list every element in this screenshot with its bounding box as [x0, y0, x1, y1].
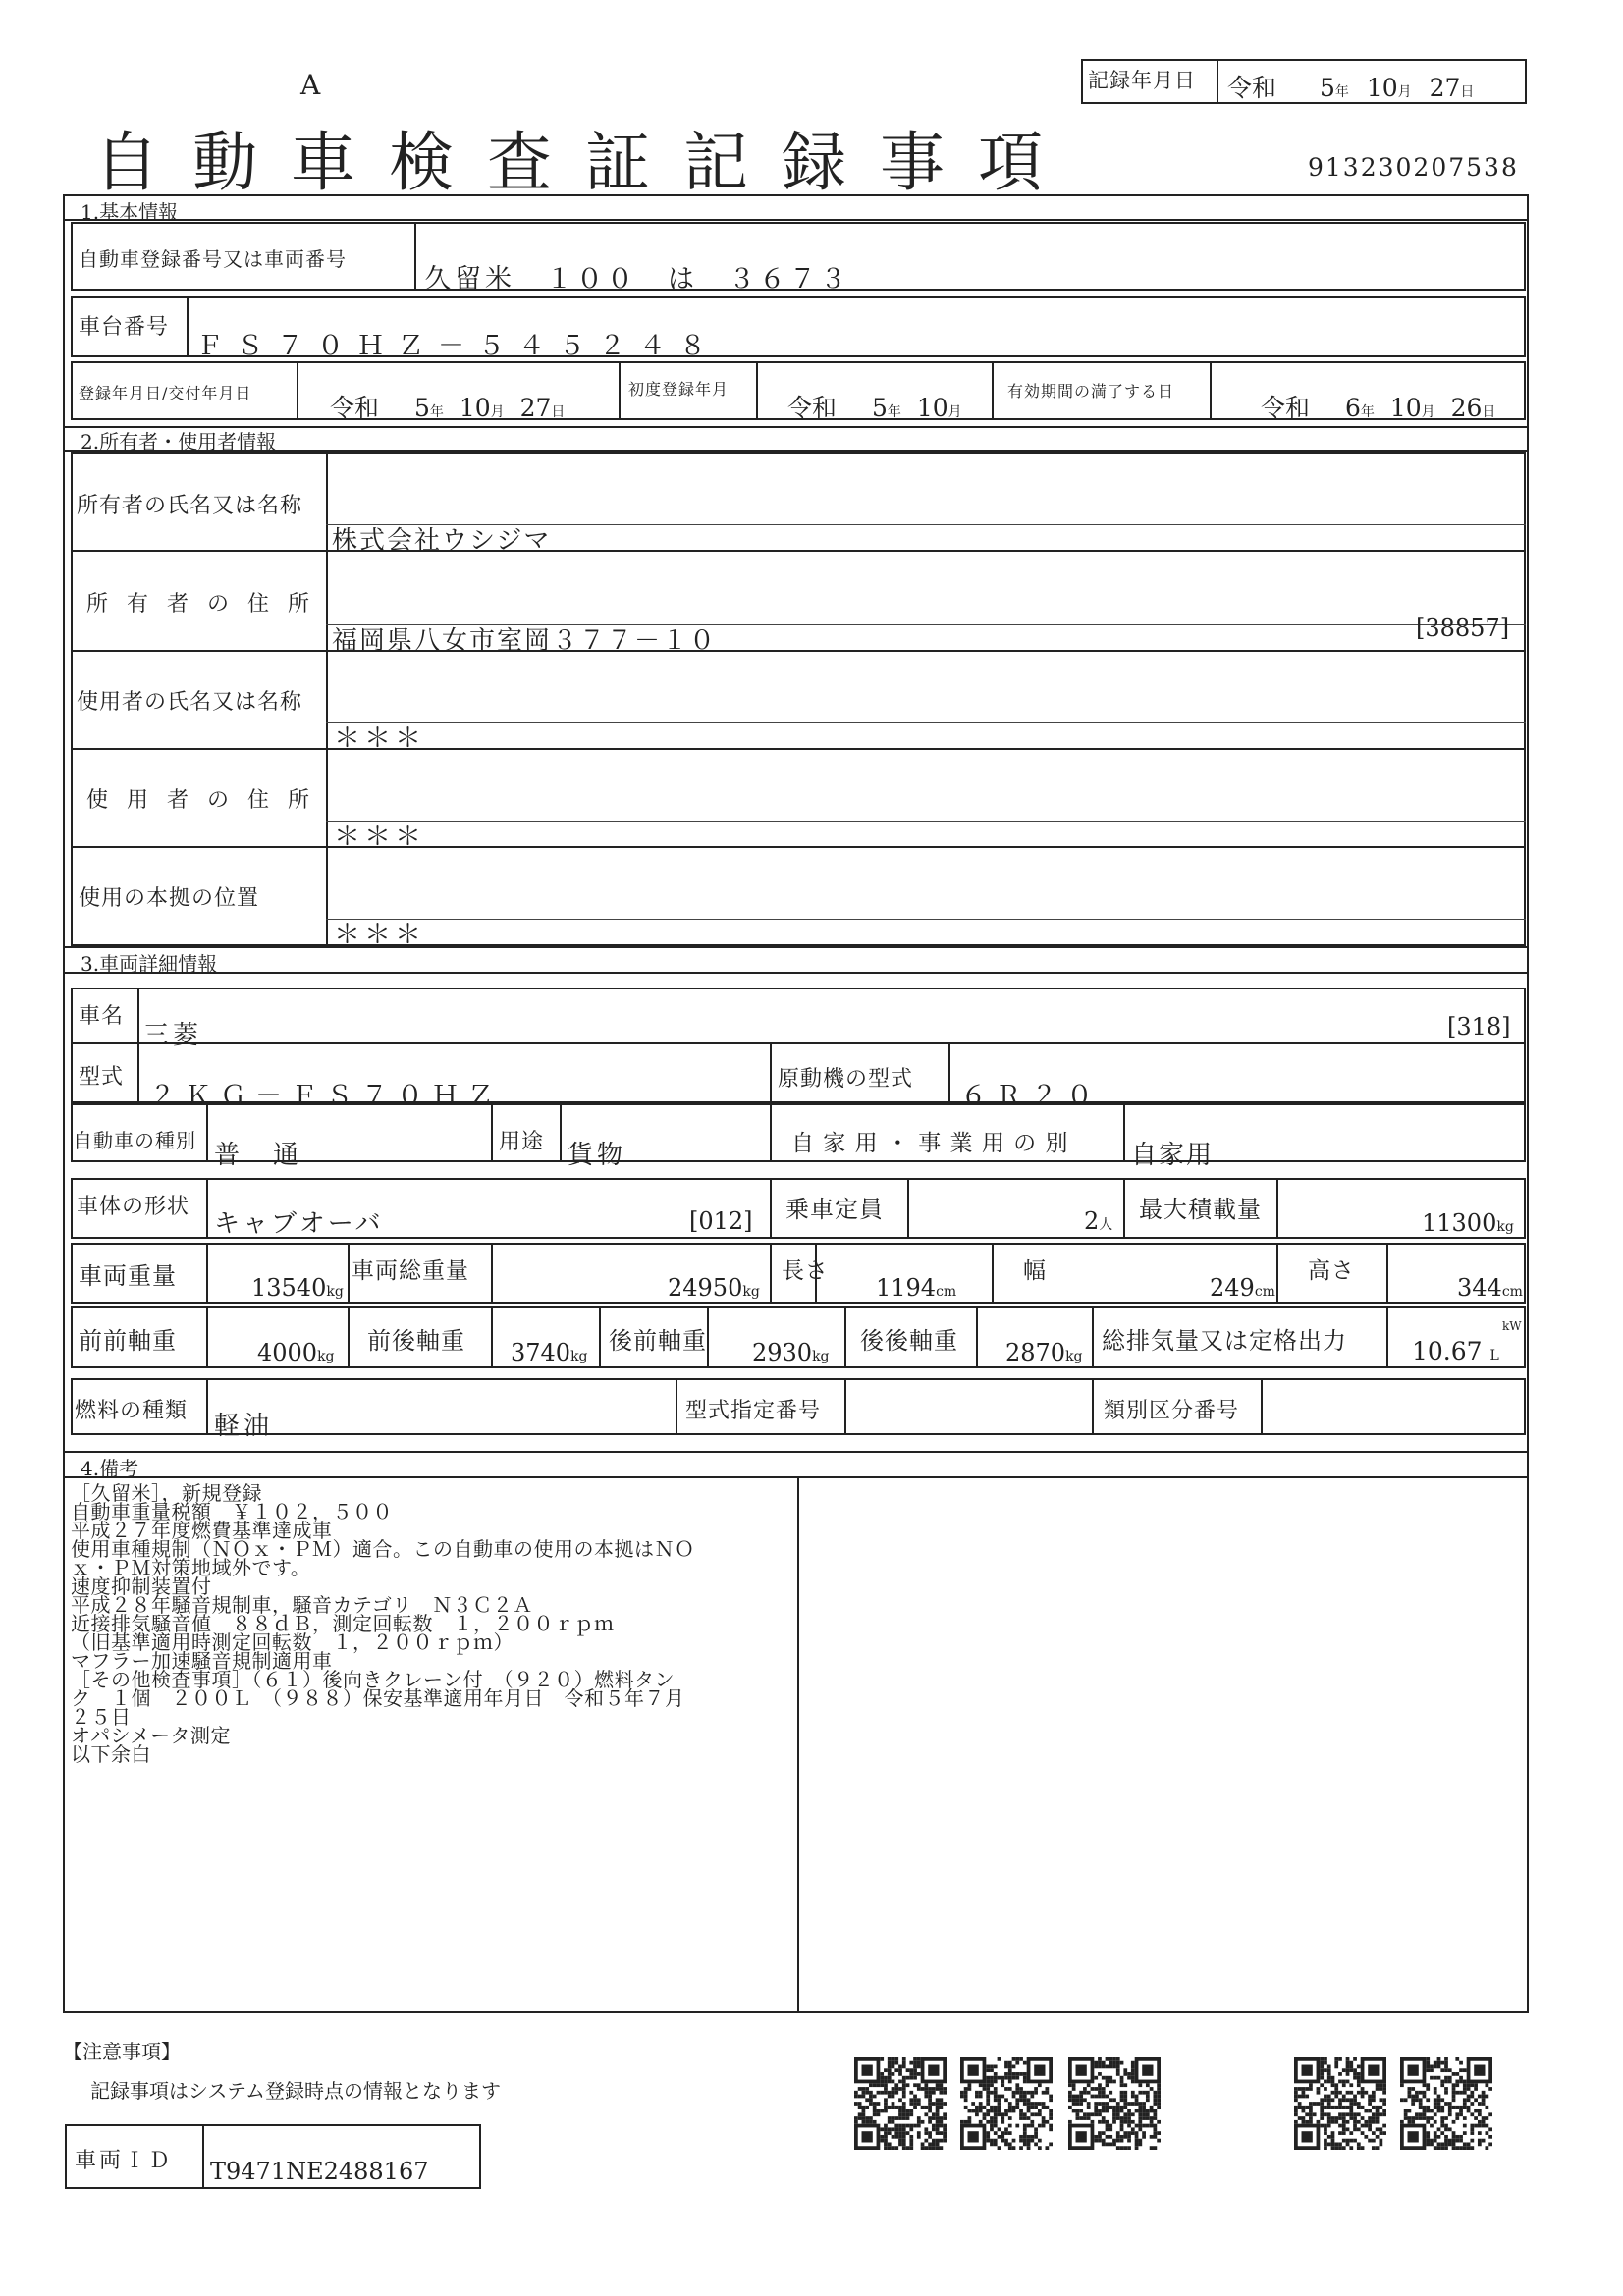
remarks-line: 自動車重量税額 ￥１０２，５００	[71, 1500, 393, 1523]
rear-front-axle: 2930kg	[752, 1339, 830, 1366]
remarks-line: ［その他検査事項］（６１）後向きクレーン付 （９２０）燃料タン	[71, 1668, 676, 1691]
fuel-label: 燃料の種類	[75, 1399, 189, 1423]
vehicle-kind-label: 自動車の種別	[73, 1129, 196, 1152]
notice-text: 記録事項はシステム登録時点の情報となります	[90, 2079, 501, 2103]
maker-label: 車名	[79, 1004, 125, 1029]
engine: ６Ｒ２０	[960, 1081, 1102, 1111]
front-front-axle: 4000kg	[257, 1339, 335, 1366]
height: 344cm	[1457, 1274, 1523, 1302]
maker-code: [318]	[1447, 1013, 1511, 1041]
remarks-line: マフラー加速騒音規制適用車	[71, 1649, 333, 1673]
user-name-label: 使用者の氏名又は名称	[77, 690, 303, 715]
corner-mark: A	[300, 69, 321, 101]
vehicle-id: T9471NE2488167	[210, 2158, 429, 2185]
maker: 三菱	[143, 1021, 203, 1050]
chassis-number: ＦＳ７０ＨＺ－５４５２４８	[196, 331, 720, 361]
use: 貨物	[568, 1141, 627, 1170]
reg-date-label: 登録年月日/交付年月日	[79, 384, 252, 402]
vehicle-kind: 普 通	[214, 1141, 303, 1170]
remarks-text	[71, 1481, 797, 1766]
user-address: ＊＊＊	[334, 822, 425, 852]
max-load: 11300kg	[1422, 1209, 1514, 1237]
remarks-line: 近接排気騒音値 ８８ｄＢ，測定回転数 １，２００ｒｐｍ	[71, 1612, 615, 1635]
max-load-label: 最大積載量	[1139, 1196, 1262, 1223]
remarks-line: 以下余白	[71, 1742, 151, 1766]
remarks-line: （旧基準適用時測定回転数 １，２００ｒｐｍ）	[71, 1630, 514, 1654]
owner-name-label: 所有者の氏名又は名称	[77, 494, 303, 518]
capacity: 2人	[1084, 1207, 1113, 1235]
chassis-label: 車台番号	[79, 315, 170, 340]
body-shape-label: 車体の形状	[77, 1195, 190, 1219]
remarks-line: 平成２８年騒音規制車，騒音カテゴリ Ｎ３Ｃ２Ａ	[71, 1593, 533, 1617]
remarks-line: 速度抑制装置付	[71, 1575, 212, 1598]
reg-no: 久留米 １００ は ３６７３	[424, 264, 850, 294]
displacement-label: 総排気量又は定格出力	[1102, 1327, 1347, 1355]
remarks-line: ［久留米］，新規登録	[71, 1481, 262, 1505]
rear-rear-axle-label: 後後軸重	[860, 1327, 958, 1355]
type-designation-label: 型式指定番号	[685, 1399, 822, 1423]
width: 249cm	[1210, 1274, 1275, 1302]
reg-date: 令和 5年 10月 27日	[330, 394, 566, 422]
gross-weight-label: 車両総重量	[352, 1258, 469, 1284]
reg-no-label: 自動車登録番号又は車両番号	[79, 247, 347, 271]
qr-code-icon	[1068, 2057, 1161, 2150]
remarks-line: 平成２７年度燃費基準達成車	[71, 1519, 333, 1542]
rear-front-axle-label: 後前軸重	[609, 1327, 707, 1355]
displacement: 10.67 L	[1412, 1337, 1499, 1365]
private-business-label: 自 家 用 ・ 事 業 用 の 別	[791, 1131, 1069, 1156]
remarks-line: オパシメータ測定	[71, 1724, 231, 1747]
fuel: 軽油	[214, 1412, 274, 1441]
document-number: 913230207538	[1308, 153, 1519, 182]
length: 1194cm	[876, 1274, 957, 1302]
model-label: 型式	[79, 1065, 125, 1090]
gross-weight: 24950kg	[668, 1274, 760, 1302]
record-date: 令和 5年 10月 27日	[1227, 74, 1475, 102]
width-label: 幅	[1023, 1258, 1047, 1284]
section-detail-title: 3.車両詳細情報	[81, 952, 218, 976]
section-owner-title: 2.所有者・使用者情報	[81, 430, 277, 454]
qr-code-icon	[960, 2057, 1053, 2150]
notice-title: 【注意事項】	[63, 2040, 181, 2063]
qr-code-icon	[1400, 2057, 1492, 2150]
expiry-date: 令和 6年 10月 26日	[1261, 394, 1496, 422]
owner-address: 福岡県八女市室岡３７７－１０	[332, 626, 718, 656]
rear-rear-axle: 2870kg	[1005, 1339, 1083, 1366]
front-rear-axle: 3740kg	[511, 1339, 588, 1366]
vehicle-weight-label: 車両重量	[79, 1262, 177, 1290]
vehicle-id-label: 車両ＩＤ	[75, 2149, 174, 2173]
remarks-line: ｘ・ＰＭ対策地域外です。	[71, 1556, 311, 1579]
base-location: ＊＊＊	[334, 920, 425, 950]
vehicle-weight: 13540kg	[251, 1274, 344, 1302]
record-date-label: 記録年月日	[1088, 69, 1196, 92]
capacity-label: 乗車定員	[785, 1196, 884, 1223]
model: ２ＫＧ－ＦＳ７０ＨＺ	[149, 1081, 503, 1111]
front-front-axle-label: 前前軸重	[79, 1327, 177, 1355]
remarks-line: ク １個 ２００Ｌ （９８８）保安基準適用年月日 令和５年７月	[71, 1686, 685, 1710]
section-basic-title: 1.基本情報	[81, 200, 179, 224]
user-address-label: 使 用 者 の 住 所	[86, 788, 315, 813]
document-title: 自動車検査証記録事項	[94, 125, 1076, 200]
body-shape-code: [012]	[689, 1207, 753, 1235]
section-remarks-title: 4.備考	[81, 1457, 139, 1480]
qr-code-icon	[854, 2057, 947, 2150]
remarks-line: 使用車種規制（ＮＯｘ・ＰＭ）適合。この自動車の使用の本拠はＮＯ	[71, 1537, 695, 1561]
owner-address-code: [38857]	[1416, 614, 1510, 642]
length-label: 長さ	[782, 1258, 829, 1284]
private-business: 自家用	[1131, 1141, 1215, 1170]
engine-label: 原動機の型式	[778, 1067, 914, 1092]
remarks-line: ２５日	[71, 1705, 132, 1729]
category-number-label: 類別区分番号	[1104, 1399, 1240, 1423]
front-rear-axle-label: 前後軸重	[367, 1327, 465, 1355]
use-label: 用途	[499, 1130, 545, 1154]
displacement-unit-top: kW	[1502, 1319, 1522, 1333]
expiry-label: 有効期間の満了する日	[1007, 382, 1175, 400]
height-label: 高さ	[1308, 1258, 1355, 1284]
owner-address-label: 所 有 者 の 住 所	[86, 592, 315, 616]
first-reg-date: 令和 5年 10月	[787, 394, 962, 422]
first-reg-label: 初度登録年月	[628, 380, 730, 399]
owner-name: 株式会社ウシジマ	[332, 526, 552, 556]
body-shape: キャブオーバ	[214, 1209, 384, 1239]
qr-code-icon	[1294, 2057, 1386, 2150]
base-location-label: 使用の本拠の位置	[79, 886, 260, 911]
user-name: ＊＊＊	[334, 723, 425, 754]
